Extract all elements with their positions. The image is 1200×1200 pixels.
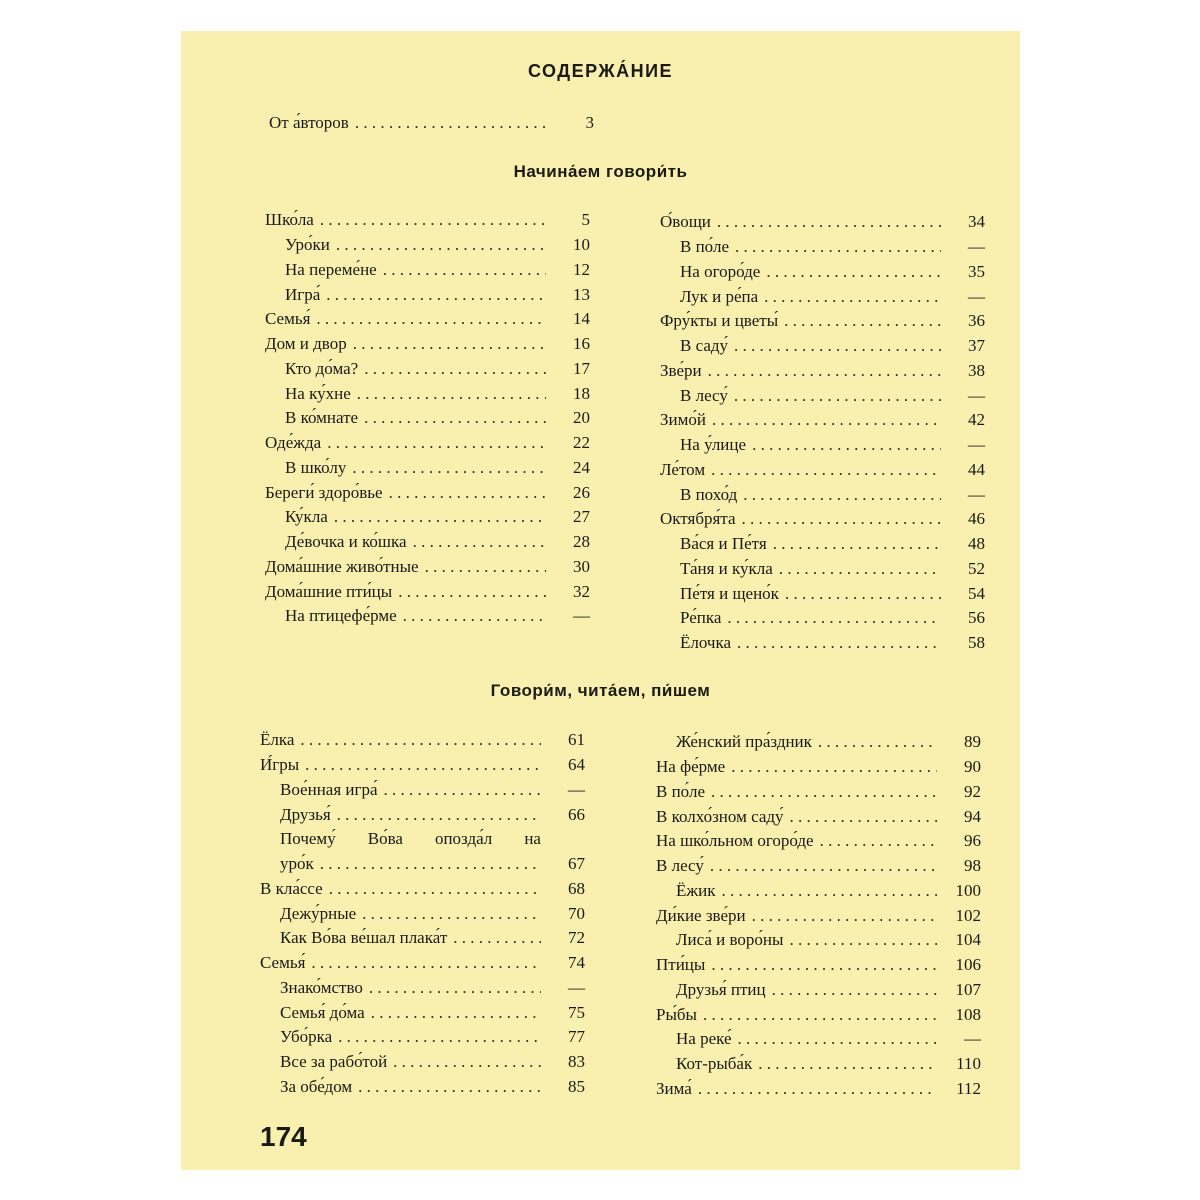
- toc-entry-page: 24: [573, 457, 590, 477]
- toc-entry-label: Лиса́ и воро́ны: [676, 930, 784, 950]
- toc-entry-label: Все за рабо́той: [280, 1052, 388, 1072]
- toc-entry: [265, 505, 590, 530]
- toc-leader-dots: [717, 212, 941, 232]
- toc-leader-dots: [389, 483, 546, 503]
- toc-entry: [660, 408, 985, 433]
- toc-entry-label: В кла́ссе: [260, 878, 323, 898]
- toc-entry-page: —: [968, 385, 985, 405]
- toc-entry-label: В лесу́: [680, 385, 728, 405]
- section-heading: Начина́ем говори́ть: [513, 162, 688, 181]
- toc-entry-label: Ди́кие зве́ри: [656, 905, 746, 925]
- toc-entry-label: Ёлка: [260, 730, 295, 750]
- toc-entry-page: 13: [573, 284, 590, 304]
- toc-entry-page: 35: [968, 261, 985, 281]
- toc-entry-page: 100: [955, 880, 981, 900]
- toc-entry-page: 94: [964, 806, 981, 826]
- toc-entry-page: 48: [968, 534, 985, 554]
- toc-leader-dots: [326, 285, 546, 305]
- toc-entry-page: 66: [568, 804, 585, 824]
- toc-entry-page: 106: [955, 955, 981, 975]
- toc-entry-label: В лесу́: [656, 856, 704, 876]
- toc-entry: [260, 1000, 585, 1025]
- toc-entry-label: Же́нский пра́здник: [676, 732, 812, 752]
- toc-entry-page: 28: [573, 532, 590, 552]
- toc-entry-label: На шко́льном огоро́де: [656, 831, 814, 851]
- toc-leader-dots: [703, 1005, 937, 1025]
- toc-entry-label: Зима́: [656, 1078, 692, 1098]
- toc-entry: [265, 208, 590, 233]
- toc-entry: [656, 879, 981, 904]
- toc-entry-label: В похо́д: [680, 484, 738, 504]
- toc-leader-dots: [779, 559, 941, 579]
- toc-intro: [269, 111, 594, 136]
- toc-entry: [260, 926, 585, 951]
- toc-leader-dots: [708, 361, 941, 381]
- toc-entry: [260, 1075, 585, 1100]
- toc-entry-page: 112: [956, 1078, 981, 1098]
- toc-leader-dots: [711, 955, 937, 975]
- toc-entry: [660, 433, 985, 458]
- toc-entry: [656, 953, 981, 978]
- toc-entry: [660, 210, 985, 235]
- toc-entry: [660, 383, 985, 408]
- toc-entry-page: 52: [968, 558, 985, 578]
- toc-leader-dots: [393, 1052, 541, 1072]
- toc-entry-page: 102: [955, 905, 981, 925]
- toc-leader-dots: [727, 608, 941, 628]
- toc-leader-dots: [773, 534, 941, 554]
- toc-entry-page: —: [968, 435, 985, 455]
- toc-entry-label: Ку́кла: [285, 507, 328, 527]
- toc-leader-dots: [357, 384, 546, 404]
- toc-column-left: [260, 728, 585, 1099]
- toc-leader-dots: [710, 856, 937, 876]
- toc-leader-dots: [818, 732, 937, 752]
- toc-entry: [265, 604, 590, 629]
- toc-entry-page: 104: [955, 930, 981, 950]
- toc-leader-dots: [425, 557, 546, 577]
- toc-entry: [265, 233, 590, 258]
- toc-entry-page: 17: [573, 358, 590, 378]
- toc-entry-page: 16: [573, 334, 590, 354]
- toc-entry-label: Оде́жда: [265, 433, 322, 453]
- toc-entry-page: 96: [964, 831, 981, 851]
- toc-entry-label: Ле́том: [660, 459, 706, 479]
- toc-entry-page: 34: [968, 212, 985, 232]
- toc-leader-dots: [764, 287, 941, 307]
- toc-entry-page: 64: [568, 755, 585, 775]
- toc-entry-label: Пе́тя и щено́к: [680, 583, 779, 603]
- toc-entry: [265, 406, 590, 431]
- toc-entry: [656, 730, 981, 755]
- toc-entry-page: —: [573, 606, 590, 626]
- toc-entry-label: Пти́цы: [656, 955, 706, 975]
- toc-entry: [660, 532, 985, 557]
- toc-entry-page: 22: [573, 433, 590, 453]
- toc-entry-page: 85: [568, 1076, 585, 1096]
- toc-leader-dots: [311, 953, 541, 973]
- toc-entry-page: 44: [968, 459, 985, 479]
- toc-leader-dots: [364, 359, 546, 379]
- toc-entry: [660, 334, 985, 359]
- toc-entry: [660, 581, 985, 606]
- toc-leader-dots: [329, 879, 541, 899]
- toc-entry-page: 108: [955, 1004, 981, 1024]
- book-page: [181, 31, 1020, 1170]
- toc-entry-page: 83: [568, 1052, 585, 1072]
- toc-entry-label: О́вощи: [660, 212, 711, 232]
- toc-entry-label: От а́второв: [269, 113, 349, 133]
- toc-entry: [656, 928, 981, 953]
- toc-entry-label: Дома́шние пти́цы: [265, 581, 393, 601]
- toc-entry-page: —: [968, 237, 985, 257]
- toc-entry-page: 56: [968, 608, 985, 628]
- toc-leader-dots: [820, 831, 937, 851]
- toc-entry-page: 89: [964, 732, 981, 752]
- toc-entry: [265, 555, 590, 580]
- toc-leader-dots: [453, 928, 541, 948]
- toc-entry-page: 30: [573, 556, 590, 576]
- toc-entry: [660, 284, 985, 309]
- toc-entry-page: —: [964, 1029, 981, 1049]
- toc-entry-label: Дежу́рные: [280, 903, 357, 923]
- toc-leader-dots: [742, 509, 942, 529]
- toc-entry-label: Кто до́ма?: [285, 358, 359, 378]
- toc-entry: [260, 976, 585, 1001]
- toc-leader-dots: [364, 408, 546, 428]
- toc-entry-label: Почему́ Во́ва опозда́л на: [280, 829, 541, 849]
- toc-leader-dots: [766, 262, 941, 282]
- toc-column-right: [660, 210, 985, 656]
- toc-entry: [260, 877, 585, 902]
- toc-entry-page: 54: [968, 583, 985, 603]
- toc-leader-dots: [772, 980, 937, 1000]
- toc-entry-label: На фе́рме: [656, 757, 726, 777]
- toc-entry: [660, 359, 985, 384]
- toc-entry-label: Ре́пка: [680, 608, 722, 628]
- toc-entry: [656, 755, 981, 780]
- toc-entry-label: На огоро́де: [680, 261, 761, 281]
- toc-leader-dots: [353, 334, 546, 354]
- toc-entry-label: Ёжик: [676, 880, 716, 900]
- toc-entry: [265, 307, 590, 332]
- toc-entry: [265, 258, 590, 283]
- toc-entry: [656, 1002, 981, 1027]
- toc-entry-page: 26: [573, 482, 590, 502]
- toc-entry-page: 74: [568, 953, 585, 973]
- toc-entry-label: Та́ня и ку́кла: [680, 558, 773, 578]
- toc-entry-label: Кот-рыба́к: [676, 1054, 753, 1074]
- toc-entry-page: —: [568, 779, 585, 799]
- toc-leader-dots: [352, 458, 546, 478]
- toc-entry: [260, 753, 585, 778]
- toc-entry: [660, 260, 985, 285]
- toc-entry: [260, 778, 585, 803]
- toc-entry-label: Шко́ла: [265, 210, 314, 230]
- toc-entry: [265, 357, 590, 382]
- toc-entry-label: В саду́: [680, 336, 729, 356]
- toc-entry: [660, 606, 985, 631]
- toc-entry: [656, 1077, 981, 1102]
- toc-entry-label: В шко́лу: [285, 457, 347, 477]
- toc-entry-label: В по́ле: [656, 781, 705, 801]
- toc-entry-label: На у́лице: [680, 435, 747, 455]
- toc-entry-label: Октября́та: [660, 509, 736, 529]
- toc-entry: [660, 458, 985, 483]
- toc-entry-label: Как Во́ва ве́шал плака́т: [280, 928, 448, 948]
- toc-entry-page: 107: [955, 979, 981, 999]
- toc-entry: [656, 829, 981, 854]
- toc-entry-page: 32: [573, 581, 590, 601]
- toc-entry: [265, 480, 590, 505]
- toc-entry-page: 90: [964, 757, 981, 777]
- toc-leader-dots: [734, 336, 941, 356]
- toc-column-left: [265, 208, 590, 629]
- toc-entry-page: 110: [956, 1054, 981, 1074]
- toc-leader-dots: [711, 460, 941, 480]
- toc-leader-dots: [316, 309, 546, 329]
- toc-entry-label: Де́вочка и ко́шка: [285, 532, 407, 552]
- toc-entry: [265, 456, 590, 481]
- toc-leader-dots: [403, 606, 546, 626]
- toc-entry: [260, 1050, 585, 1075]
- toc-entry-label: Дома́шние живо́тные: [265, 556, 419, 576]
- toc-entry-page: 37: [968, 336, 985, 356]
- toc-entry: [260, 1025, 585, 1050]
- toc-entry-label: Друзья́ птиц: [676, 979, 766, 999]
- toc-leader-dots: [735, 237, 941, 257]
- toc-entry: [656, 854, 981, 879]
- toc-entry-label: Зве́ри: [660, 360, 702, 380]
- toc-entry: [656, 903, 981, 928]
- toc-entry-label: уро́к: [280, 854, 314, 874]
- toc-entry-label: Игра́: [285, 284, 321, 304]
- toc-entry-page: 38: [968, 360, 985, 380]
- toc-entry-page: 46: [968, 509, 985, 529]
- toc-leader-dots: [758, 1054, 937, 1074]
- toc-entry-label: За обе́дом: [280, 1076, 353, 1096]
- toc-leader-dots: [336, 235, 546, 255]
- toc-entry-label: На переме́не: [285, 259, 377, 279]
- toc-entry-label: Семья́ до́ма: [280, 1002, 365, 1022]
- toc-entry-page: —: [968, 286, 985, 306]
- toc-entry: [260, 852, 585, 877]
- toc-entry: [265, 530, 590, 555]
- toc-leader-dots: [743, 485, 941, 505]
- toc-entry-page: 20: [573, 408, 590, 428]
- toc-leader-dots: [320, 210, 546, 230]
- toc-entry-page: 61: [568, 730, 585, 750]
- toc-leader-dots: [734, 386, 941, 406]
- toc-leader-dots: [300, 730, 541, 750]
- toc-leader-dots: [338, 1027, 541, 1047]
- toc-entry-label: Береги́ здоро́вье: [265, 482, 383, 502]
- toc-entry-page: 77: [568, 1027, 585, 1047]
- toc-entry-label: Ва́ся и Пе́тя: [680, 534, 767, 554]
- toc-entry-label: На ку́хне: [285, 383, 351, 403]
- toc-entry-page: 27: [573, 507, 590, 527]
- toc-entry-label: На птицефе́рме: [285, 606, 397, 626]
- toc-leader-dots: [785, 584, 941, 604]
- toc-entry-page: 36: [968, 311, 985, 331]
- toc-entry-label: Ры́бы: [656, 1004, 697, 1024]
- toc-entry-page: 3: [585, 113, 594, 133]
- toc-leader-dots: [790, 807, 937, 827]
- toc-entry: [660, 631, 985, 656]
- toc-entry: [265, 579, 590, 604]
- toc-entry-label: И́гры: [260, 755, 300, 775]
- toc-entry: [265, 431, 590, 456]
- toc-leader-dots: [698, 1079, 937, 1099]
- toc-entry-page: 75: [568, 1002, 585, 1022]
- toc-leader-dots: [371, 1003, 541, 1023]
- toc-entry-page: 42: [968, 410, 985, 430]
- toc-entry: [660, 235, 985, 260]
- toc-entry-label: Фру́кты и цветы́: [660, 311, 779, 331]
- toc-entry-label: В колхо́зном саду́: [656, 806, 784, 826]
- toc-entry-page: —: [968, 484, 985, 504]
- toc-entry-label: Семья́: [260, 953, 306, 973]
- toc-entry: [260, 802, 585, 827]
- toc-leader-dots: [320, 854, 541, 874]
- toc-entry: [656, 1052, 981, 1077]
- toc-entry-page: 67: [568, 854, 585, 874]
- section-heading: Говори́м, чита́ем, пи́шем: [490, 681, 711, 700]
- page-number: 174: [260, 1121, 307, 1152]
- toc-entry-page: 68: [568, 878, 585, 898]
- toc-entry: [269, 111, 594, 136]
- toc-entry: [265, 332, 590, 357]
- toc-entry-page: 92: [964, 781, 981, 801]
- toc-leader-dots: [711, 782, 937, 802]
- toc-entry-page: 12: [573, 259, 590, 279]
- toc-entry-label: Друзья́: [280, 804, 331, 824]
- toc-entry-label: В по́ле: [680, 237, 729, 257]
- toc-leader-dots: [398, 582, 546, 602]
- toc-leader-dots: [358, 1077, 541, 1097]
- toc-leader-dots: [731, 757, 937, 777]
- toc-leader-dots: [784, 311, 941, 331]
- toc-leader-dots: [362, 904, 541, 924]
- toc-entry: [656, 978, 981, 1003]
- toc-entry-page: —: [568, 977, 585, 997]
- toc-leader-dots: [327, 433, 546, 453]
- toc-entry-label: Зимо́й: [660, 410, 706, 430]
- toc-entry-label: На реке́: [676, 1029, 732, 1049]
- toc-leader-dots: [337, 805, 541, 825]
- toc-entry-label: Семья́: [265, 309, 311, 329]
- toc-entry: [656, 804, 981, 829]
- toc-column-right: [656, 730, 981, 1101]
- toc-entry: [260, 728, 585, 753]
- toc-leader-dots: [737, 633, 941, 653]
- toc-leader-dots: [738, 1029, 938, 1049]
- toc-entry-label: Знако́мство: [280, 977, 363, 997]
- toc-entry: [660, 557, 985, 582]
- toc-leader-dots: [712, 410, 941, 430]
- toc-entry: [265, 282, 590, 307]
- toc-entry: [660, 482, 985, 507]
- toc-entry: [260, 827, 585, 852]
- toc-entry: [656, 780, 981, 805]
- toc-entry-label: Ёлочка: [680, 633, 732, 653]
- toc-entry-label: Уро́ки: [285, 235, 330, 255]
- page-title: СОДЕРЖА́НИЕ: [527, 61, 674, 81]
- toc-leader-dots: [752, 906, 937, 926]
- toc-entry: [656, 1027, 981, 1052]
- toc-entry: [260, 951, 585, 976]
- toc-entry-page: 70: [568, 903, 585, 923]
- toc-leader-dots: [369, 978, 541, 998]
- toc-leader-dots: [383, 260, 546, 280]
- toc-entry-label: В ко́мнате: [285, 408, 359, 428]
- toc-leader-dots: [413, 532, 546, 552]
- toc-entry-page: 14: [573, 309, 590, 329]
- toc-entry-label: Лук и ре́па: [680, 286, 759, 306]
- toc-entry-label: Дом и двор: [265, 334, 347, 354]
- toc-entry-page: 18: [573, 383, 590, 403]
- toc-entry-page: 58: [968, 633, 985, 653]
- toc-leader-dots: [305, 755, 541, 775]
- toc-entry: [660, 507, 985, 532]
- toc-leader-dots: [384, 780, 541, 800]
- toc-leader-dots: [334, 507, 546, 527]
- toc-leader-dots: [355, 113, 550, 133]
- toc-entry-page: 72: [568, 928, 585, 948]
- toc-entry-page: 5: [581, 210, 590, 230]
- toc-leader-dots: [722, 881, 938, 901]
- toc-entry-label: Вое́нная игра́: [280, 779, 378, 799]
- toc-entry-page: 10: [573, 235, 590, 255]
- toc-entry-label: Убо́рка: [280, 1027, 333, 1047]
- toc-entry: [265, 381, 590, 406]
- toc-leader-dots: [752, 435, 941, 455]
- toc-entry-page: 98: [964, 856, 981, 876]
- toc-entry: [260, 901, 585, 926]
- toc-entry: [660, 309, 985, 334]
- toc-leader-dots: [789, 930, 937, 950]
